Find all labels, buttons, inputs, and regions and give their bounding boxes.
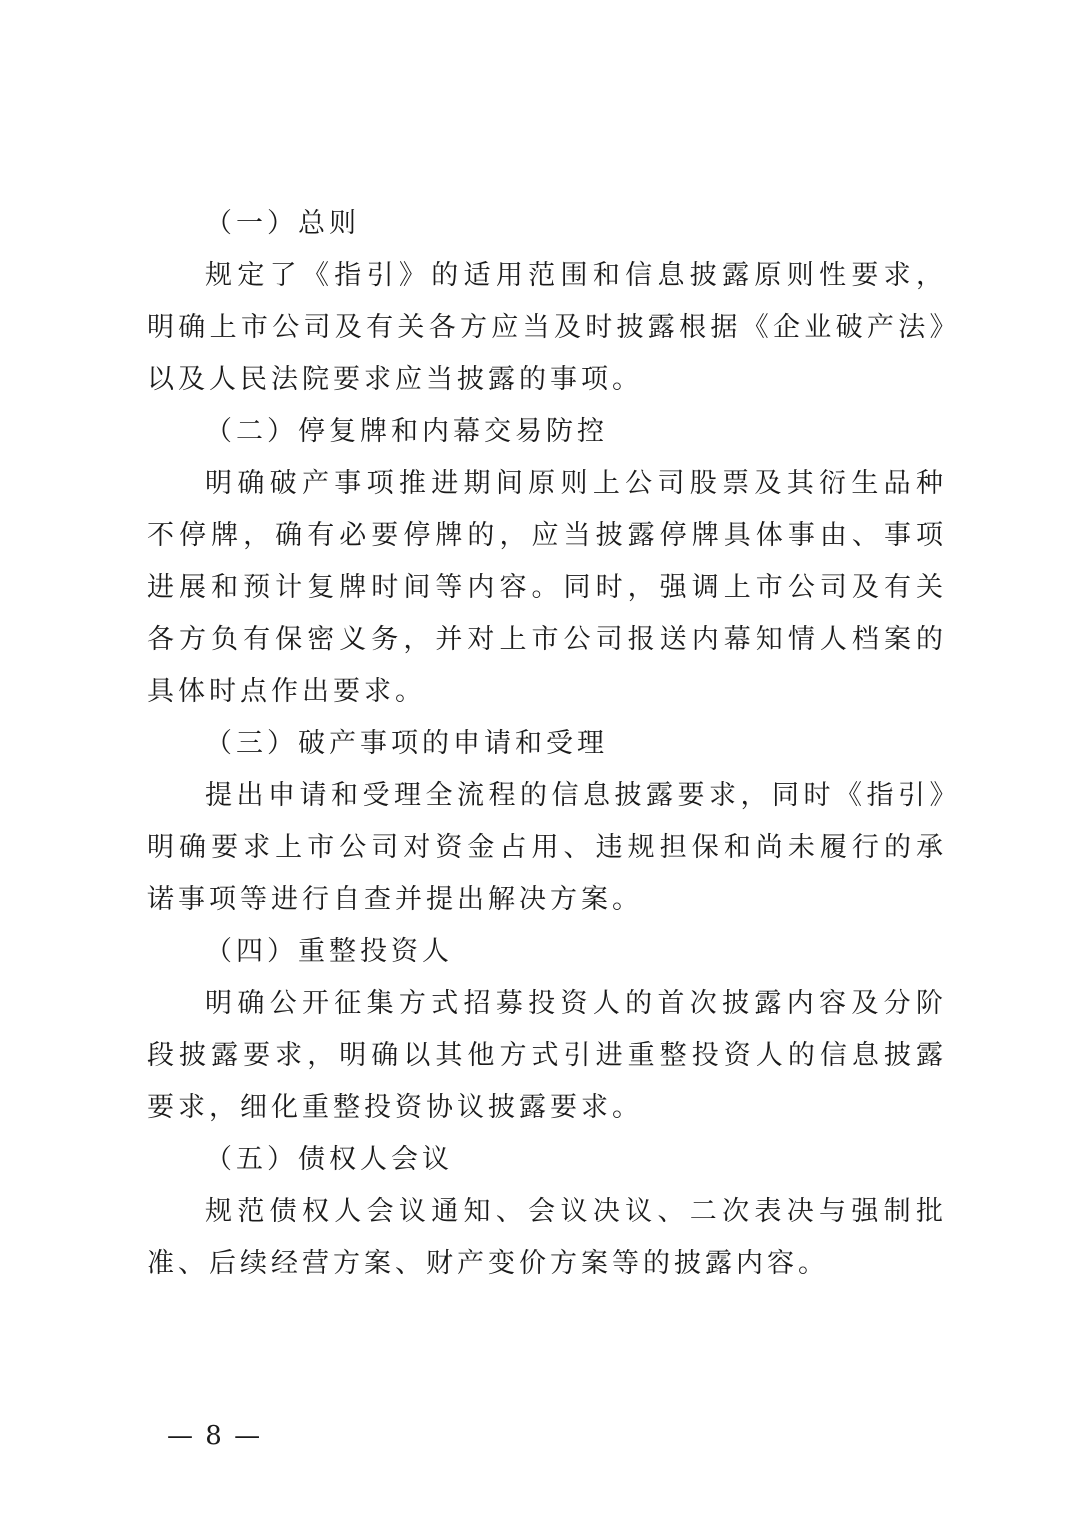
section-body-3: 提出申请和受理全流程的信息披露要求，同时《指引》明确要求上市公司对资金占用、违规担保和尚未履行的承诺事项等进行自查并提出解决方案。 bbox=[147, 780, 947, 915]
section-body-2: 明确破产事项推进期间原则上公司股票及其衍生品种不停牌，确有必要停牌的，应当披露停牌具体事由、事项进展和预计复牌时间等内容。同时，强调上市公司及有关各方负有保密义务，并对上市公司报送内幕知情人档案的具体时点作出要求。 bbox=[147, 468, 947, 707]
section-heading-4: （四）重整投资人 bbox=[205, 936, 453, 967]
section-heading-3: （三）破产事项的申请和受理 bbox=[205, 728, 608, 759]
section-heading-2: （二）停复牌和内幕交易防控 bbox=[205, 416, 608, 447]
page-number: — 8 — bbox=[167, 1421, 263, 1451]
document-content bbox=[147, 198, 947, 1290]
section-body-1: 规定了《指引》的适用范围和信息披露原则性要求，明确上市公司及有关各方应当及时披露根据《企业破产法》以及人民法院要求应当披露的事项。 bbox=[147, 260, 947, 395]
section-body-5: 规范债权人会议通知、会议决议、二次表决与强制批准、后续经营方案、财产变价方案等的披露内容。 bbox=[147, 1196, 947, 1279]
section-heading-5: （五）债权人会议 bbox=[205, 1144, 453, 1175]
section-heading-1: （一）总则 bbox=[205, 208, 360, 239]
section-body-4: 明确公开征集方式招募投资人的首次披露内容及分阶段披露要求，明确以其他方式引进重整投资人的信息披露要求，细化重整投资协议披露要求。 bbox=[147, 988, 947, 1123]
